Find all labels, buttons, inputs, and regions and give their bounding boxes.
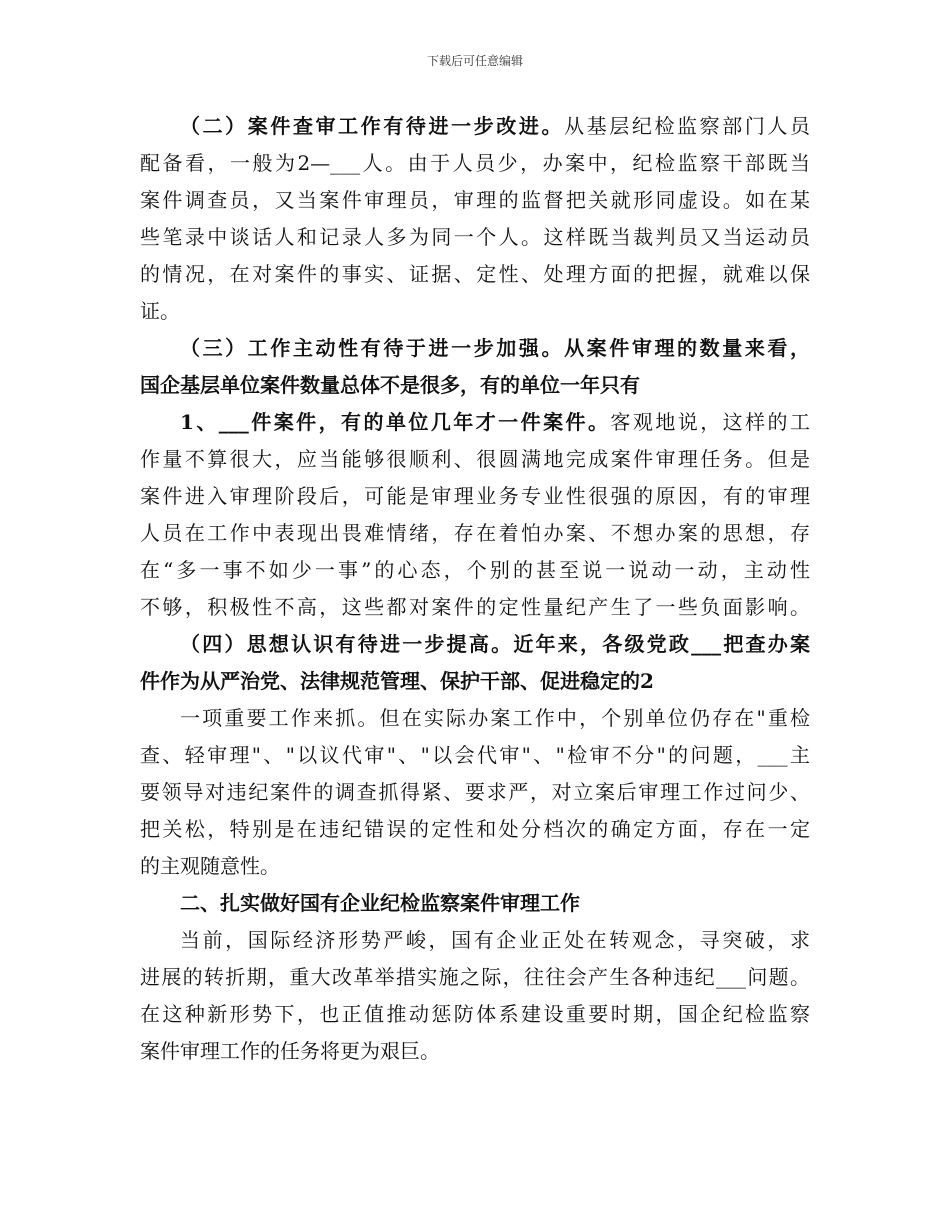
bold-text: （二）案件查审工作有待进一步改进。 [180, 114, 565, 138]
text-line [140, 404, 810, 441]
body-text: 配备看，一般为2—___人。由于人员少，办案中，纪检监察干部既当 [140, 151, 810, 175]
text-line [140, 700, 810, 737]
text-line [140, 182, 810, 219]
body-text: 在“多一事不如少一事”的心态，个别的甚至说一说动一动，主动性 [140, 558, 810, 582]
text-line [140, 626, 810, 663]
text-line [140, 1033, 810, 1070]
bold-text: 1、___件案件，有的单位几年才一件案件。 [180, 410, 611, 434]
body-text: 案件审理工作的任务将更为艰巨。 [140, 1039, 440, 1063]
text-line [140, 330, 810, 367]
text-line [140, 441, 810, 478]
text-line [140, 478, 810, 515]
text-line [140, 811, 810, 848]
bold-text: （三）工作主动性有待于进一步加强。从案件审理的数量来看， [180, 336, 810, 360]
body-text: 作量不算很大，应当能够很顺利、很圆满地完成案件审理任务。但是 [140, 447, 810, 471]
body-text: 从基层纪检监察部门人员 [564, 114, 810, 138]
text-line [140, 552, 810, 589]
body-text: 的情况，在对案件的事实、证据、定性、处理方面的把握，就难以保 [140, 262, 810, 286]
body-text: 查、轻审理"、"以议代审"、"以会代审"、"检审不分"的问题，___主 [140, 743, 810, 767]
text-line [140, 219, 810, 256]
text-line [140, 774, 810, 811]
body-text: 一项重要工作来抓。但在实际办案工作中，个别单位仍存在"重检 [180, 706, 810, 730]
text-line [140, 959, 810, 996]
body-text: 要领导对违纪案件的调查抓得紧、要求严，对立案后审理工作过问少、 [140, 780, 810, 804]
text-line [140, 293, 810, 330]
text-line [140, 108, 810, 145]
body-text: 在这种新形势下，也正值推动惩防体系建设重要时期，国企纪检监察 [140, 1002, 810, 1026]
text-line [140, 737, 810, 774]
bold-text: （四）思想认识有待进一步提高。近年来，各级党政___把查办案 [180, 632, 810, 656]
text-line [140, 848, 810, 885]
bold-text: 国企基层单位案件数量总体不是很多，有的单位一年只有 [140, 373, 640, 397]
body-text: 证。 [140, 299, 180, 323]
bold-text: 件作为从严治党、法律规范管理、保护干部、促进稳定的2 [140, 669, 654, 693]
text-line [140, 367, 810, 404]
body-text: 不够，积极性不高，这些都对案件的定性量纪产生了一些负面影响。 [140, 595, 810, 619]
text-line [140, 515, 810, 552]
body-text: 案件调查员，又当案件审理员，审理的监督把关就形同虚设。如在某 [140, 188, 810, 212]
text-line [140, 589, 810, 626]
body-text: 些笔录中谈话人和记录人多为同一个人。这样既当裁判员又当运动员 [140, 225, 810, 249]
body-text: 人员在工作中表现出畏难情绪，存在着怕办案、不想办案的思想，存 [140, 521, 810, 545]
body-text: 的主观随意性。 [140, 854, 280, 878]
text-line [140, 996, 810, 1033]
body-text: 案件进入审理阶段后，可能是审理业务专业性很强的原因，有的审理 [140, 484, 810, 508]
body-text: 客观地说，这样的工 [610, 410, 810, 434]
text-line [140, 922, 810, 959]
text-line [140, 145, 810, 182]
page-header: 下载后可任意编辑 [426, 54, 523, 68]
bold-text: 二、扎实做好国有企业纪检监察案件审理工作 [180, 891, 580, 915]
text-line [140, 885, 810, 922]
text-line [140, 663, 810, 700]
body-text: 把关松，特别是在违纪错误的定性和处分档次的确定方面，存在一定 [140, 817, 810, 841]
text-line [140, 256, 810, 293]
body-text: 当前，国际经济形势严峻，国有企业正处在转观念，寻突破，求 [180, 928, 810, 952]
document-body [140, 108, 810, 1070]
body-text: 进展的转折期，重大改革举措实施之际，往往会产生各种违纪___问题。 [140, 965, 810, 989]
